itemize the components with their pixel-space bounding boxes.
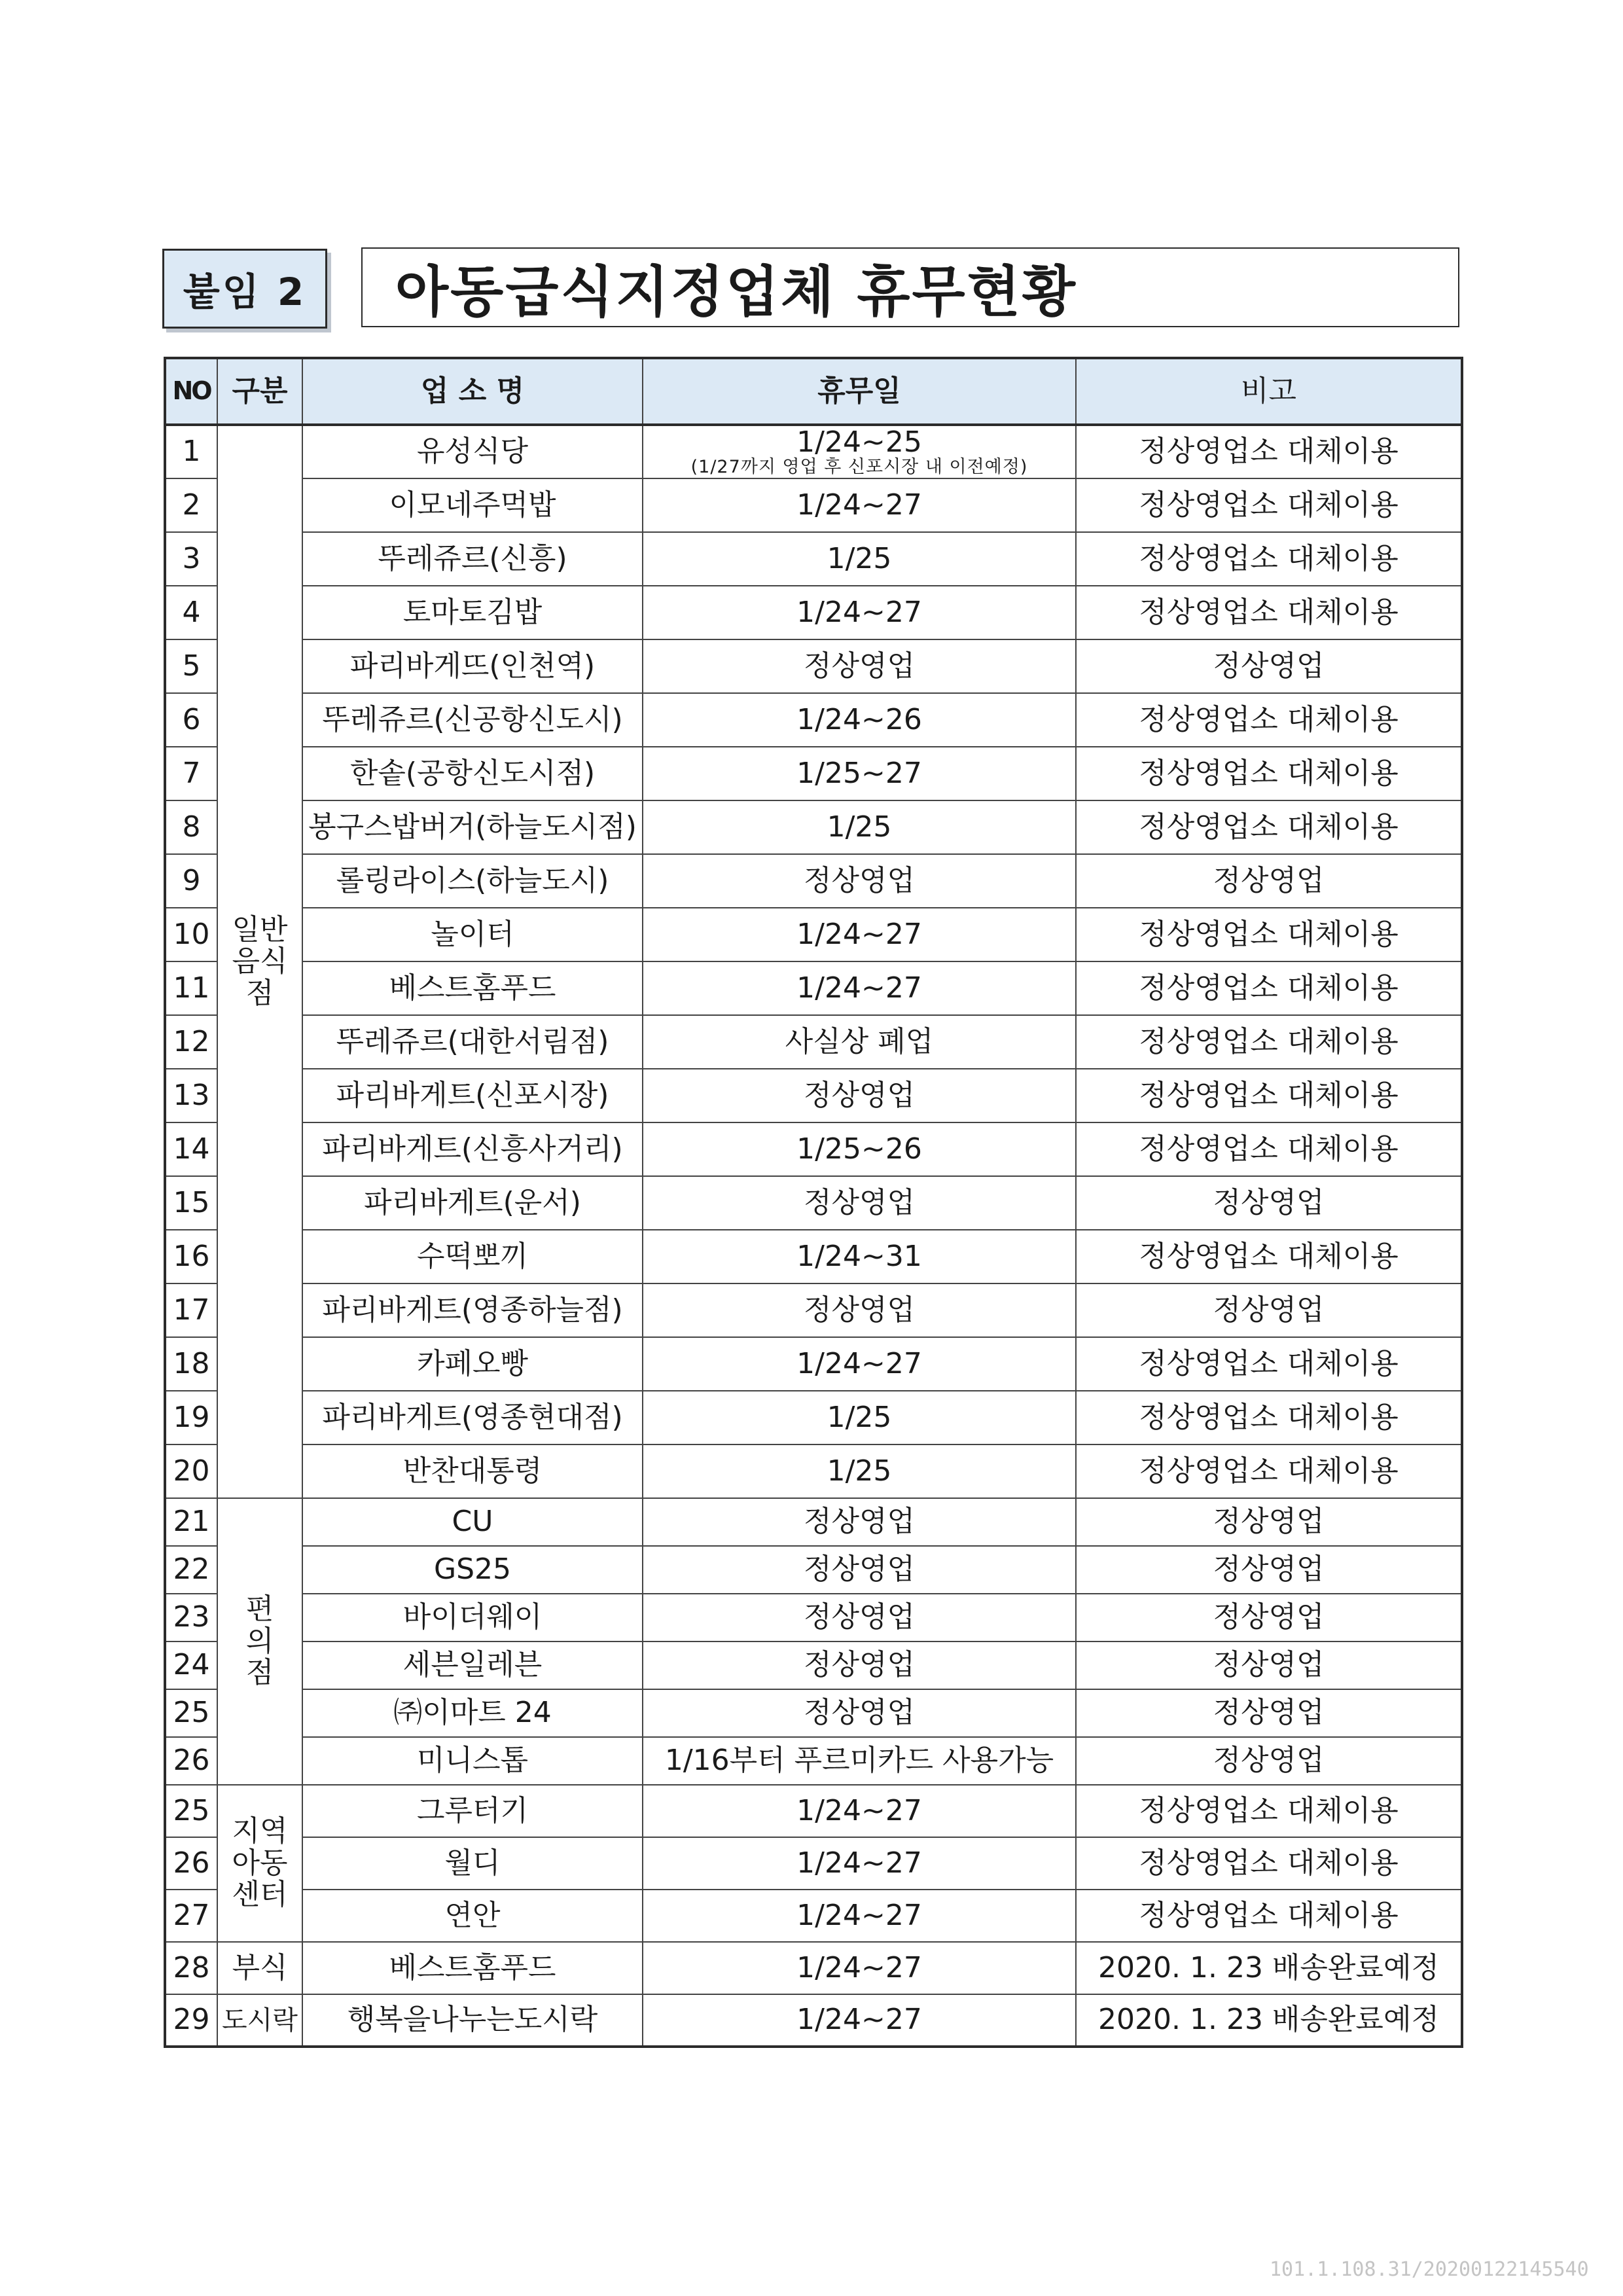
memo-cell: 2020. 1. 23 배송완료예정 <box>1076 1942 1462 1994</box>
memo-cell: 정상영업소 대체이용 <box>1076 1391 1462 1444</box>
closed-days: 정상영업 <box>803 1078 915 1112</box>
memo-cell: 정상영업소 대체이용 <box>1076 425 1462 478</box>
business-name: 월디 <box>302 1837 643 1890</box>
closed-days: 1/25~26 <box>796 1132 922 1166</box>
business-name: 카페오빵 <box>302 1337 643 1391</box>
business-name: 파리바게트(신포시장) <box>302 1069 643 1122</box>
table-row <box>165 1837 1462 1890</box>
business-name: 미니스톱 <box>302 1737 643 1785</box>
closed-days-cell <box>643 1444 1076 1498</box>
memo-cell: 정상영업 <box>1076 1176 1462 1230</box>
closed-days-cell <box>643 908 1076 961</box>
memo-cell: 정상영업소 대체이용 <box>1076 478 1462 532</box>
closed-days: 1/24~27 <box>796 1846 922 1880</box>
table-row <box>165 1785 1462 1837</box>
business-name: 뚜레쥬르(신공항신도시) <box>302 693 643 747</box>
business-name: 파리바게트(운서) <box>302 1176 643 1230</box>
table-row <box>165 1737 1462 1785</box>
memo-cell: 정상영업소 대체이용 <box>1076 693 1462 747</box>
memo-cell: 정상영업 <box>1076 1283 1462 1337</box>
category-cell: 지역 아동 센터 <box>217 1785 302 1942</box>
memo-cell: 정상영업소 대체이용 <box>1076 1337 1462 1391</box>
closed-days-cell <box>643 1994 1076 2047</box>
closed-days: 정상영업 <box>803 649 915 683</box>
business-name: 베스트홈푸드 <box>302 1942 643 1994</box>
closed-days: 사실상 폐업 <box>785 1024 934 1058</box>
row-number: 11 <box>165 961 217 1015</box>
memo-cell: 정상영업 <box>1076 639 1462 693</box>
closed-days: 정상영업 <box>803 1293 915 1327</box>
memo-cell: 정상영업소 대체이용 <box>1076 908 1462 961</box>
business-name: 이모네주먹밥 <box>302 478 643 532</box>
table-row <box>165 532 1462 586</box>
closed-days: 1/24~27 <box>796 595 922 629</box>
table-row <box>165 1594 1462 1641</box>
memo-cell: 정상영업소 대체이용 <box>1076 800 1462 854</box>
table-row <box>165 747 1462 800</box>
closed-days: 1/25~27 <box>796 756 922 790</box>
closed-days: 정상영업 <box>803 1552 915 1587</box>
closed-days: 1/25 <box>827 1454 892 1488</box>
business-name: 파리바게뜨(인천역) <box>302 639 643 693</box>
closed-days: 정상영업 <box>803 1600 915 1634</box>
table-row <box>165 1391 1462 1444</box>
closed-days-cell <box>643 1641 1076 1689</box>
closed-days: 1/24~27 <box>796 917 922 951</box>
memo-cell: 정상영업소 대체이용 <box>1076 1837 1462 1890</box>
closed-days-cell <box>643 1176 1076 1230</box>
table-row <box>165 1283 1462 1337</box>
closed-days: 1/24~27 <box>796 488 922 522</box>
closed-days: 1/24~31 <box>796 1239 922 1273</box>
memo-cell: 정상영업 <box>1076 1641 1462 1689</box>
memo-cell: 2020. 1. 23 배송완료예정 <box>1076 1994 1462 2047</box>
closed-days: 1/16부터 푸르미카드 사용가능 <box>664 1744 1054 1778</box>
business-name: 뚜레쥬르(신흥) <box>302 532 643 586</box>
closed-days: 1/25 <box>827 1400 892 1434</box>
closed-days: 1/24~27 <box>796 2003 922 2037</box>
table-row <box>165 1890 1462 1942</box>
memo-cell: 정상영업소 대체이용 <box>1076 1890 1462 1942</box>
business-name: 뚜레쥬르(대한서림점) <box>302 1015 643 1069</box>
row-number: 14 <box>165 1122 217 1176</box>
business-name: 연안 <box>302 1890 643 1942</box>
row-number: 18 <box>165 1337 217 1391</box>
row-number: 3 <box>165 532 217 586</box>
closed-days-cell <box>643 800 1076 854</box>
closed-days-cell <box>643 1689 1076 1737</box>
closed-days-cell <box>643 1890 1076 1942</box>
table-row <box>165 1230 1462 1283</box>
closed-days-cell <box>643 1594 1076 1641</box>
business-name: 유성식당 <box>302 425 643 478</box>
business-name: 반찬대통령 <box>302 1444 643 1498</box>
closed-days-cell <box>643 961 1076 1015</box>
row-number: 26 <box>165 1837 217 1890</box>
table-row <box>165 478 1462 532</box>
table-row <box>165 639 1462 693</box>
row-number: 24 <box>165 1641 217 1689</box>
row-number: 28 <box>165 1942 217 1994</box>
table-row <box>165 1122 1462 1176</box>
closed-days-cell <box>643 1337 1076 1391</box>
closed-days: 1/24~27 <box>796 1950 922 1984</box>
table-row <box>165 693 1462 747</box>
closed-days-cell <box>643 425 1076 478</box>
memo-cell: 정상영업소 대체이용 <box>1076 1015 1462 1069</box>
header-memo: 비고 <box>1076 358 1462 425</box>
closed-days-cell <box>643 1230 1076 1283</box>
closed-days-cell <box>643 478 1076 532</box>
closed-days-cell <box>643 1283 1076 1337</box>
business-name: 한솥(공항신도시점) <box>302 747 643 800</box>
business-name: 놀이터 <box>302 908 643 961</box>
business-name: 파리바게트(신흥사거리) <box>302 1122 643 1176</box>
business-name: 토마토김밥 <box>302 586 643 639</box>
closed-days-cell <box>643 1785 1076 1837</box>
category-cell: 부식 <box>217 1942 302 1994</box>
closed-days-note: (1/27까지 영업 후 신포시장 내 이전예정) <box>690 457 1028 477</box>
table-header-row <box>165 358 1462 425</box>
table-row <box>165 1498 1462 1546</box>
closed-days-cell <box>643 1069 1076 1122</box>
closed-days-cell <box>643 693 1076 747</box>
closed-days-cell <box>643 532 1076 586</box>
memo-cell: 정상영업소 대체이용 <box>1076 747 1462 800</box>
closed-days-cell <box>643 747 1076 800</box>
table-row <box>165 425 1462 478</box>
business-name: 행복을나누는도시락 <box>302 1994 643 2047</box>
row-number: 1 <box>165 425 217 478</box>
closed-days: 1/24~27 <box>796 971 922 1005</box>
business-name: GS25 <box>302 1546 643 1594</box>
closed-days: 1/24~25 <box>796 425 922 459</box>
memo-cell: 정상영업 <box>1076 1546 1462 1594</box>
memo-cell: 정상영업 <box>1076 1737 1462 1785</box>
row-number: 5 <box>165 639 217 693</box>
row-number: 7 <box>165 747 217 800</box>
memo-cell: 정상영업소 대체이용 <box>1076 532 1462 586</box>
row-number: 19 <box>165 1391 217 1444</box>
closed-days: 1/24~27 <box>796 1346 922 1380</box>
row-number: 29 <box>165 1994 217 2047</box>
row-number: 22 <box>165 1546 217 1594</box>
business-name: ㈜이마트 24 <box>302 1689 643 1737</box>
table-row <box>165 1641 1462 1689</box>
row-number: 23 <box>165 1594 217 1641</box>
row-number: 10 <box>165 908 217 961</box>
closed-days-cell <box>643 1122 1076 1176</box>
row-number: 26 <box>165 1737 217 1785</box>
row-number: 17 <box>165 1283 217 1337</box>
closed-days: 정상영업 <box>803 1696 915 1730</box>
row-number: 25 <box>165 1785 217 1837</box>
memo-cell: 정상영업소 대체이용 <box>1076 586 1462 639</box>
memo-cell: 정상영업소 대체이용 <box>1076 1785 1462 1837</box>
closed-days: 정상영업 <box>803 1648 915 1682</box>
table-row <box>165 1015 1462 1069</box>
row-number: 13 <box>165 1069 217 1122</box>
business-name: 수떡뽀끼 <box>302 1230 643 1283</box>
row-number: 2 <box>165 478 217 532</box>
closed-days-cell <box>643 1391 1076 1444</box>
table-row <box>165 908 1462 961</box>
closed-days-cell <box>643 1498 1076 1546</box>
row-number: 16 <box>165 1230 217 1283</box>
business-name: CU <box>302 1498 643 1546</box>
row-number: 27 <box>165 1890 217 1942</box>
table-row <box>165 1069 1462 1122</box>
closed-days: 정상영업 <box>803 1185 915 1219</box>
memo-cell: 정상영업 <box>1076 1689 1462 1737</box>
category-cell: 편 의 점 <box>217 1498 302 1785</box>
table-row <box>165 586 1462 639</box>
page-title: 아동급식지정업체 휴무현황 <box>361 247 1459 327</box>
row-number: 21 <box>165 1498 217 1546</box>
attachment-badge: 붙임 2 <box>162 249 327 329</box>
closed-days-cell <box>643 1737 1076 1785</box>
business-name: 세븐일레븐 <box>302 1641 643 1689</box>
memo-cell: 정상영업소 대체이용 <box>1076 1122 1462 1176</box>
table-row <box>165 1337 1462 1391</box>
business-name: 파리바게트(영종현대점) <box>302 1391 643 1444</box>
business-name: 파리바게트(영종하늘점) <box>302 1283 643 1337</box>
closed-days-cell <box>643 1837 1076 1890</box>
table-row <box>165 1546 1462 1594</box>
closed-days: 정상영업 <box>803 1505 915 1539</box>
row-number: 25 <box>165 1689 217 1737</box>
business-name: 그루터기 <box>302 1785 643 1837</box>
row-number: 8 <box>165 800 217 854</box>
closed-days: 1/24~26 <box>796 702 922 736</box>
memo-cell: 정상영업소 대체이용 <box>1076 1069 1462 1122</box>
table-row <box>165 1994 1462 2047</box>
header-closed-days: 휴무일 <box>643 358 1076 425</box>
table-row <box>165 1942 1462 1994</box>
closed-days-cell <box>643 1015 1076 1069</box>
business-name: 롤링라이스(하늘도시) <box>302 854 643 908</box>
row-number: 20 <box>165 1444 217 1498</box>
table-row <box>165 961 1462 1015</box>
table-row <box>165 800 1462 854</box>
header-no: NO <box>165 358 217 425</box>
row-number: 6 <box>165 693 217 747</box>
memo-cell: 정상영업 <box>1076 1594 1462 1641</box>
memo-cell: 정상영업소 대체이용 <box>1076 1230 1462 1283</box>
business-name: 봉구스밥버거(하늘도시점) <box>302 800 643 854</box>
row-number: 9 <box>165 854 217 908</box>
header-name: 업 소 명 <box>302 358 643 425</box>
memo-cell: 정상영업소 대체이용 <box>1076 961 1462 1015</box>
memo-cell: 정상영업 <box>1076 1498 1462 1546</box>
memo-cell: 정상영업소 대체이용 <box>1076 1444 1462 1498</box>
print-stamp: 101.1.108.31/20200122145540 <box>1270 2258 1589 2281</box>
closed-days: 1/25 <box>827 810 892 844</box>
closed-days-cell <box>643 639 1076 693</box>
closed-days: 정상영업 <box>803 863 915 897</box>
table-row <box>165 1444 1462 1498</box>
closed-days-cell <box>643 1942 1076 1994</box>
table-row <box>165 1176 1462 1230</box>
row-number: 12 <box>165 1015 217 1069</box>
row-number: 4 <box>165 586 217 639</box>
closure-table <box>164 357 1463 2048</box>
row-number: 15 <box>165 1176 217 1230</box>
table-row <box>165 854 1462 908</box>
header-category: 구분 <box>217 358 302 425</box>
closed-days-cell <box>643 586 1076 639</box>
closed-days-cell <box>643 854 1076 908</box>
table-body <box>165 425 1462 2047</box>
memo-cell: 정상영업 <box>1076 854 1462 908</box>
table-row <box>165 1689 1462 1737</box>
closed-days: 1/25 <box>827 541 892 575</box>
closed-days-cell <box>643 1546 1076 1594</box>
business-name: 베스트홈푸드 <box>302 961 643 1015</box>
closed-days: 1/24~27 <box>796 1898 922 1932</box>
business-name: 바이더웨이 <box>302 1594 643 1641</box>
category-cell: 도시락 <box>217 1994 302 2047</box>
category-cell: 일반 음식 점 <box>217 425 302 1498</box>
closed-days: 1/24~27 <box>796 1793 922 1827</box>
